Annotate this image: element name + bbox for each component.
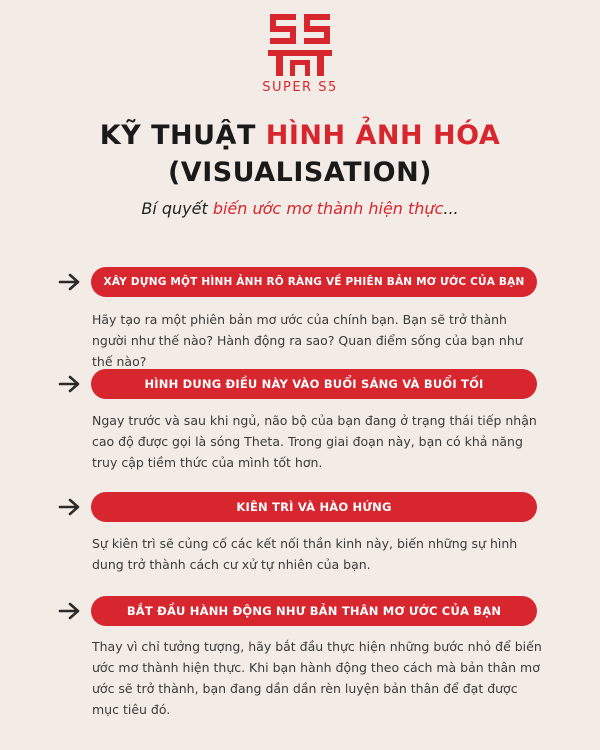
section-heading: BẮT ĐẦU HÀNH ĐỘNG NHƯ BẢN THÂN MƠ ƯỚC CỦA BẠN bbox=[91, 596, 537, 626]
title-accent: HÌNH ẢNH HÓA bbox=[265, 120, 501, 151]
brand-name: SUPER S5 bbox=[262, 80, 338, 95]
subtitle-suffix: ... bbox=[443, 199, 459, 218]
arrow-right-icon bbox=[58, 602, 82, 620]
s5-logo-icon bbox=[266, 10, 334, 80]
arrow-right-icon bbox=[58, 498, 82, 516]
section-heading: KIÊN TRÌ VÀ HÀO HỨNG bbox=[91, 492, 537, 522]
arrow-right-icon bbox=[58, 375, 82, 393]
page-subtitle bbox=[0, 199, 600, 218]
subtitle-accent: biến ước mơ thành hiện thực bbox=[212, 199, 444, 218]
section-body: Thay vì chỉ tưởng tượng, hãy bắt đầu thực hiện những bước nhỏ để biến ước mơ thành hiện thực. Khi bạn hành động theo cách mà bản thân mơ ước sẽ trở thành, bạn đang dần dần rèn luyện bản thân để đạt được mục tiêu đó. bbox=[92, 639, 542, 717]
section-heading: XÂY DỰNG MỘT HÌNH ẢNH RÕ RÀNG VỀ PHIÊN BẢN MƠ ƯỚC CỦA BẠN bbox=[91, 267, 537, 297]
title-prefix: KỸ THUẬT bbox=[99, 120, 266, 151]
page-title-line2: (VISUALISATION) bbox=[167, 157, 433, 188]
section-heading: HÌNH DUNG ĐIỀU NÀY VÀO BUỔI SÁNG VÀ BUỔI TỐI bbox=[91, 369, 537, 399]
subtitle-prefix: Bí quyết bbox=[141, 199, 213, 218]
section-body: Ngay trước và sau khi ngủ, não bộ của bạn đang ở trạng thái tiếp nhận cao độ được gọi là sóng Theta. Trong giai đoạn này, bạn có khả năng truy cập tiềm thức của mình tốt hơn. bbox=[92, 413, 537, 470]
section-body: Sự kiên trì sẽ củng cố các kết nối thần kinh này, biến những sự hình dung trở thành cách cư xử tự nhiên của bạn. bbox=[92, 536, 518, 572]
section-body: Hãy tạo ra một phiên bản mơ ước của chính bạn. Bạn sẽ trở thành người như thế nào? Hành động ra sao? Quan điểm sống của bạn như thế nào? bbox=[92, 312, 523, 369]
arrow-right-icon bbox=[58, 273, 82, 291]
page-title-line1 bbox=[0, 120, 600, 151]
